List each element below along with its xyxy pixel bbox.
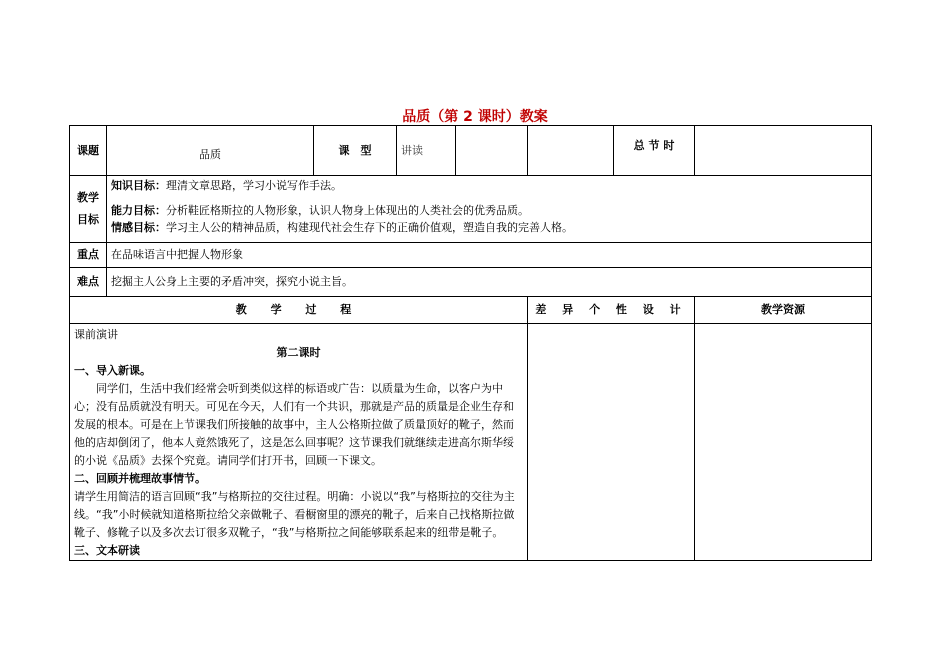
lesson-title: 第二课时 [276, 346, 321, 359]
goals-row [70, 176, 872, 243]
section2-text: 请学生用简洁的语言回顾“我”与格斯拉的交往过程。明确：小说以“我”与格斯拉的交往为主线。“我”小时候就知道格斯拉给父亲做靴子、看橱窗里的漂亮的靴子，后来自己找格斯拉做靴子、修靴子以及多次去订很多双靴子，“我”与格斯拉之间能够联系起来的纽带是靴子。 [74, 490, 515, 539]
difficulty-row [70, 268, 872, 297]
goal-emotion-label: 情感目标： [111, 221, 166, 234]
type-value: 讲读 [397, 126, 456, 176]
goal-ability-label: 能力目标： [111, 204, 166, 217]
type-label: 课 型 [314, 126, 397, 176]
section3-title: 三、文本研读 [74, 544, 140, 557]
pre-speech: 课前演讲 [74, 328, 118, 341]
topic-value: 品质 [107, 126, 314, 176]
process-content [70, 324, 528, 561]
document-title: 品质（第 2 课时）教案 [402, 109, 548, 125]
goals-content [107, 176, 872, 243]
diff-design-content [528, 324, 695, 561]
key-row [70, 243, 872, 268]
goal-emotion [111, 219, 867, 236]
type-extra-cell [456, 126, 528, 176]
resources-header: 教学资源 [695, 297, 872, 324]
diff-design-header: 差 异 个 性 设 计 [528, 297, 695, 324]
hours-label: 总 节 时 [614, 126, 695, 176]
goals-label-line1: 教学 [77, 191, 99, 204]
lesson-plan-table [69, 125, 872, 561]
goal-knowledge-label: 知识目标： [111, 179, 166, 192]
section2-title: 二、回顾并梳理故事情节。 [74, 472, 206, 485]
resources-content [695, 324, 872, 561]
hours-value [695, 126, 872, 176]
topic-label: 课题 [70, 126, 107, 176]
process-header-row [70, 297, 872, 324]
goals-label-line2: 目标 [77, 213, 99, 226]
process-body-row [70, 324, 872, 561]
section1-title: 一、导入新课。 [74, 364, 151, 377]
section1-text: 同学们，生活中我们经常会听到类似这样的标语或广告：以质量为生命，以客户为中心；没有品质就没有明天。可见在今天，人们有一个共识，那就是产品的质量是企业生存和发展的根本。可是在上节课我们所接触的故事中，主人公格斯拉做了质量顶好的靴子，然而他的店却倒闭了，他本人竟然饿死了，这是怎么回事呢？这节课我们就继续走进高尔斯华绥的小说《品质》去探个究竟。请同学们打开书，回顾一下课文。 [74, 382, 514, 467]
goal-knowledge-text: 理清文章思路，学习小说写作手法。 [166, 179, 342, 192]
difficulty-label: 难点 [70, 268, 107, 297]
goal-emotion-text: 学习主人公的精神品质，构建现代社会生存下的正确价值观，塑造自我的完善人格。 [166, 221, 573, 234]
difficulty-text: 挖掘主人公身上主要的矛盾冲突，探究小说主旨。 [107, 268, 872, 297]
type-extra-cell-2 [528, 126, 614, 176]
key-label: 重点 [70, 243, 107, 268]
key-text: 在品味语言中把握人物形象 [107, 243, 872, 268]
goals-label [70, 176, 107, 243]
goal-knowledge [111, 177, 867, 194]
goal-ability-text: 分析鞋匠格斯拉的人物形象，认识人物身上体现出的人类社会的优秀品质。 [166, 204, 529, 217]
topic-row [70, 126, 872, 176]
goal-ability [111, 202, 867, 219]
process-header: 教 学 过 程 [70, 297, 528, 324]
